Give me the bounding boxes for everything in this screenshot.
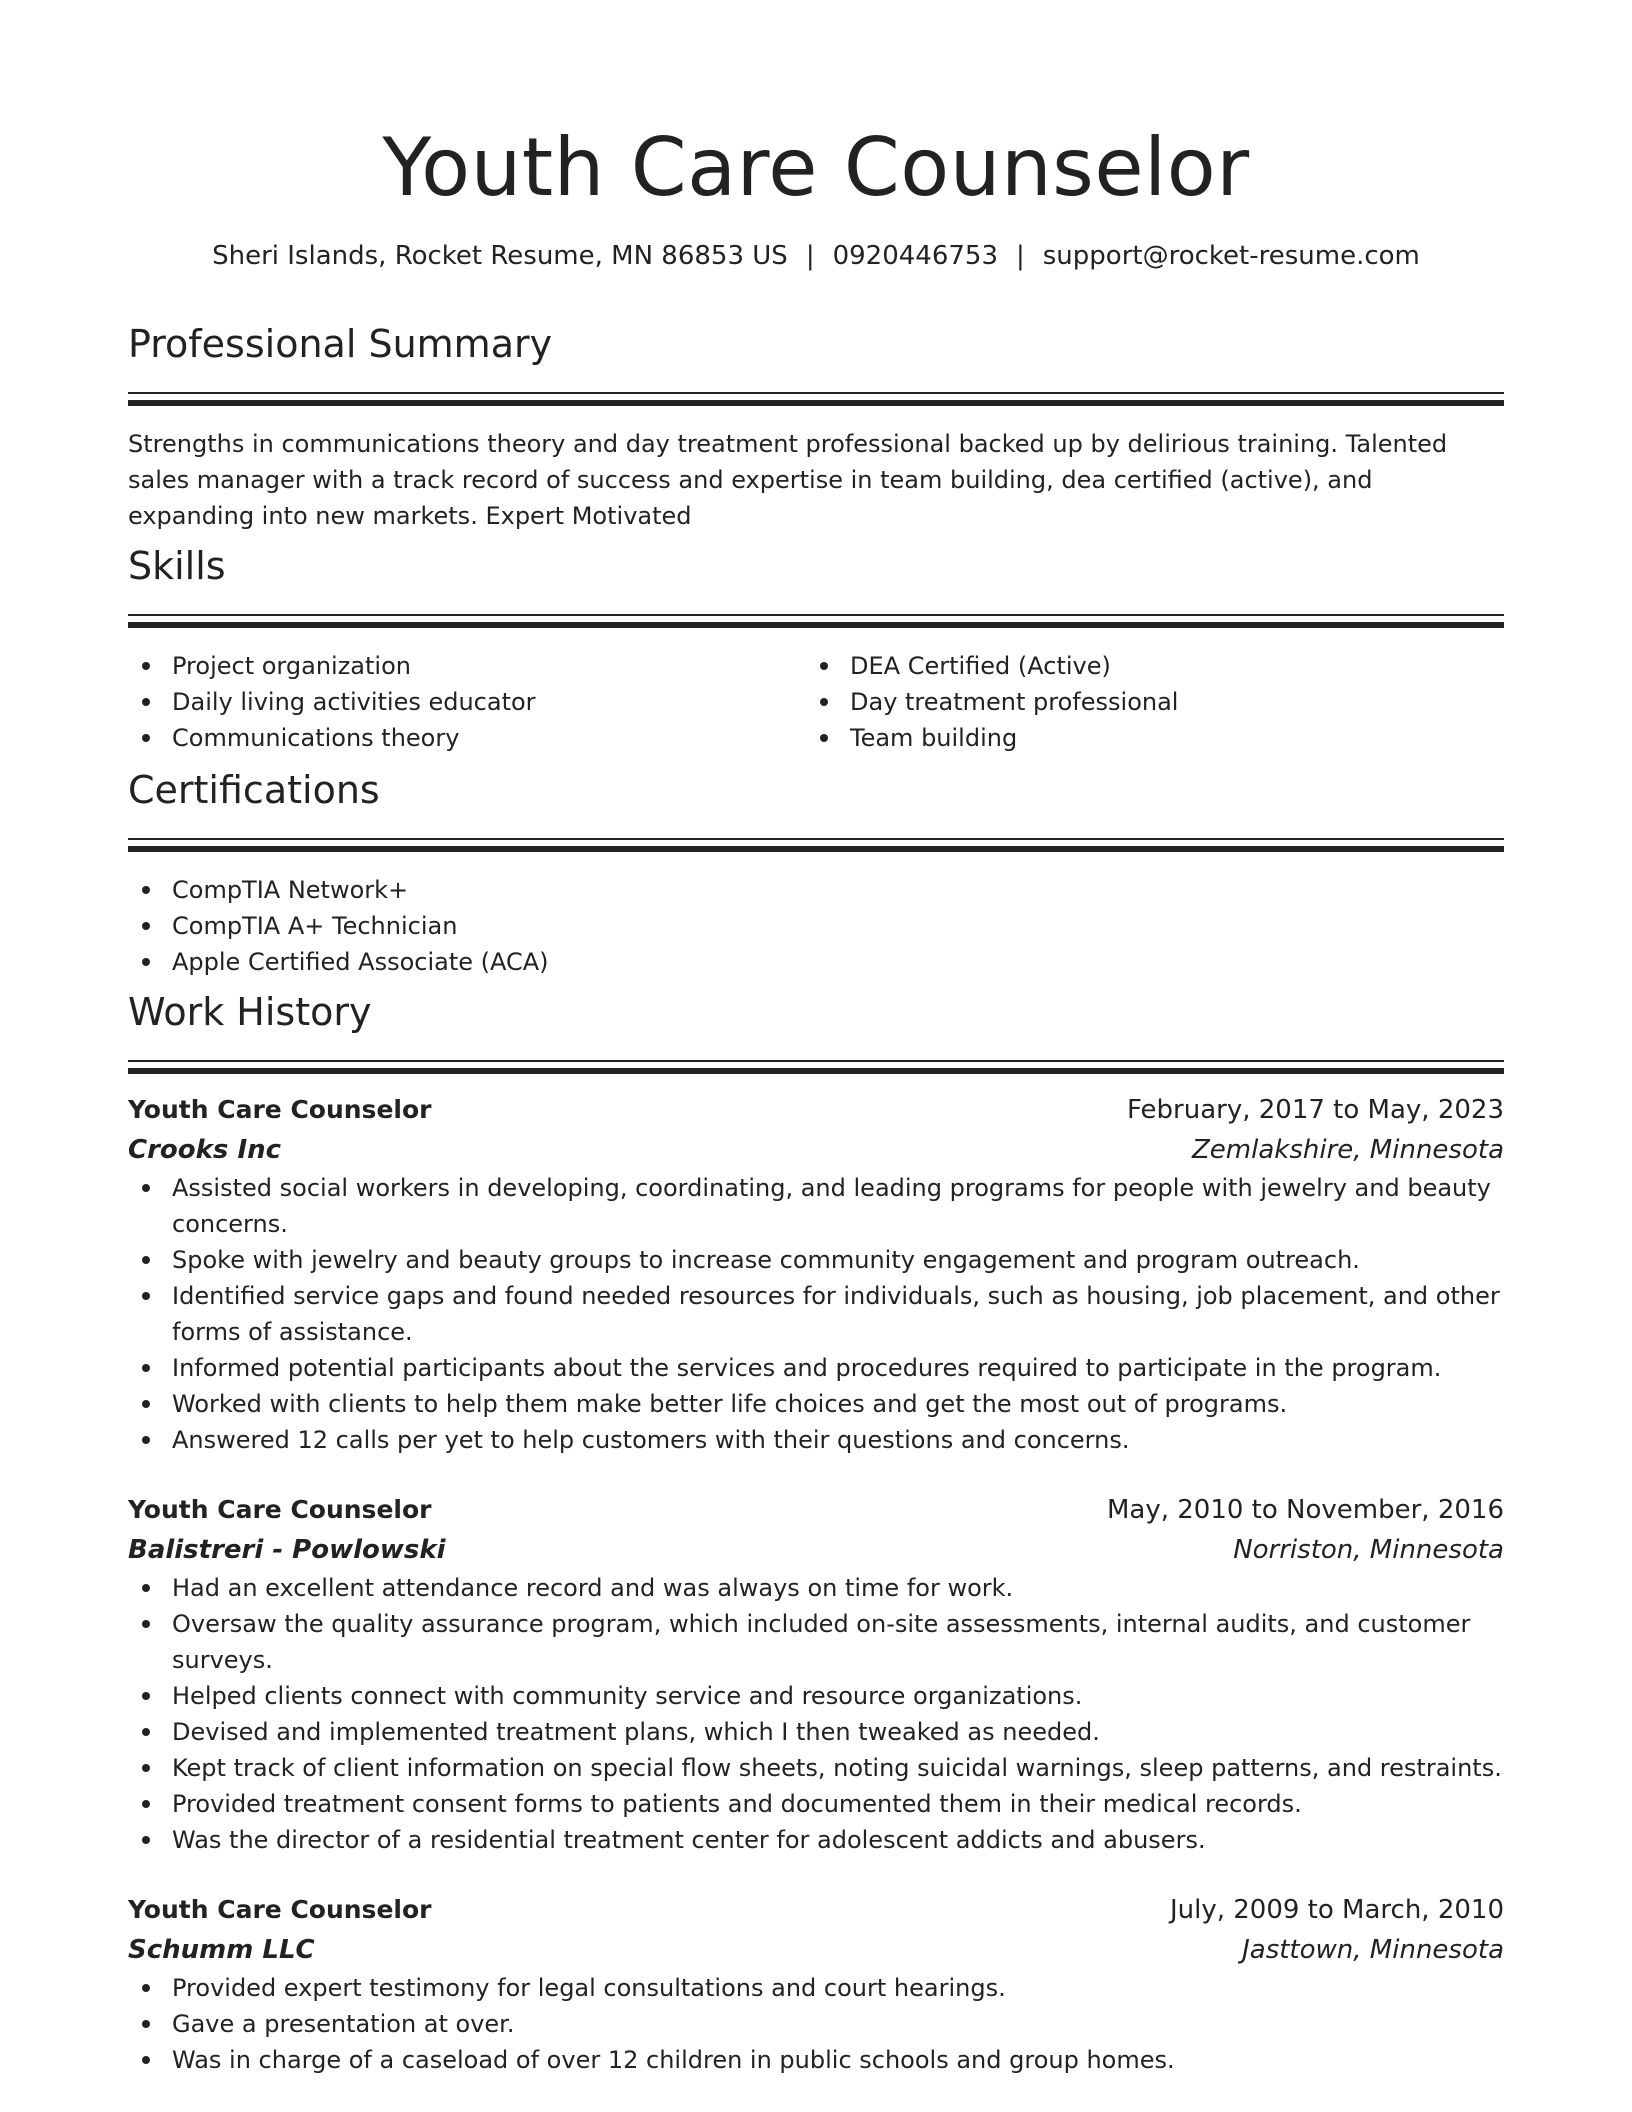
job-bullet: Assisted social workers in developing, coordinating, and leading programs for people with jewelry and beauty concerns. — [128, 1170, 1504, 1242]
job-location: Jasttown, Minnesota — [1242, 1935, 1504, 1965]
contact-separator: | — [805, 241, 815, 271]
job-bullet: Kept track of client information on special flow sheets, noting suicidal warnings, sleep patterns, and restraints. — [128, 1750, 1504, 1786]
job-bullet: Spoke with jewelry and beauty groups to increase community engagement and program outreach. — [128, 1242, 1504, 1278]
job-company: Crooks Inc — [128, 1135, 282, 1165]
work-history-section — [128, 986, 1504, 2078]
certifications-heading: Certifications — [128, 768, 380, 812]
skill-item: DEA Certified (Active) — [806, 648, 1484, 684]
job-bullet: Devised and implemented treatment plans, which I then tweaked as needed. — [128, 1714, 1504, 1750]
job-entry — [128, 1890, 1504, 2078]
work-history-heading: Work History — [128, 990, 372, 1034]
section-rule — [128, 622, 1504, 628]
job-bullet: Provided expert testimony for legal consultations and court hearings. — [128, 1970, 1504, 2006]
job-bullets — [128, 1170, 1504, 1458]
skill-item: Daily living activities educator — [128, 684, 806, 720]
job-location: Zemlakshire, Minnesota — [1192, 1135, 1504, 1165]
job-title: Youth Care Counselor — [128, 1095, 432, 1124]
skill-item: Project organization — [128, 648, 806, 684]
section-rule — [128, 614, 1504, 616]
skills-section — [128, 540, 1504, 756]
section-rule — [128, 838, 1504, 840]
job-bullets — [128, 1570, 1504, 1858]
job-bullet: Provided treatment consent forms to patients and documented them in their medical records. — [128, 1786, 1504, 1822]
certification-item: CompTIA A+ Technician — [128, 908, 1504, 944]
job-header-row — [128, 1090, 1504, 1130]
section-rule — [128, 392, 1504, 394]
job-header-row — [128, 1490, 1504, 1530]
job-company: Schumm LLC — [128, 1935, 315, 1965]
job-bullet: Was in charge of a caseload of over 12 children in public schools and group homes. — [128, 2042, 1504, 2078]
job-subheader-row — [128, 1530, 1504, 1570]
certifications-list — [128, 872, 1504, 980]
job-dates: February, 2017 to May, 2023 — [1127, 1095, 1504, 1125]
job-bullet: Helped clients connect with community service and resource organizations. — [128, 1678, 1504, 1714]
job-bullets — [128, 1970, 1504, 2078]
job-bullet: Identified service gaps and found needed resources for individuals, such as housing, job placement, and other forms of assistance. — [128, 1278, 1504, 1350]
section-rule — [128, 846, 1504, 852]
contact-email: support@rocket-resume.com — [1042, 241, 1420, 271]
skills-grid — [128, 648, 1504, 756]
job-bullet: Was the director of a residential treatment center for adolescent addicts and abusers. — [128, 1822, 1504, 1858]
summary-text: Strengths in communications theory and day treatment professional backed up by delirious training. Talented sales manager with a track record of success and expertise in team building, dea certified (active), and expanding into new markets. Expert Motivated — [128, 430, 1448, 530]
job-title: Youth Care Counselor — [128, 1495, 432, 1524]
job-subheader-row — [128, 1130, 1504, 1170]
job-header-row — [128, 1890, 1504, 1930]
skills-heading: Skills — [128, 544, 226, 588]
job-bullet: Worked with clients to help them make better life choices and get the most out of programs. — [128, 1386, 1504, 1422]
job-bullet: Gave a presentation at over. — [128, 2006, 1504, 2042]
certification-item: Apple Certified Associate (ACA) — [128, 944, 1504, 980]
job-dates: July, 2009 to March, 2010 — [1169, 1895, 1504, 1925]
contact-separator: | — [1016, 241, 1025, 271]
job-bullet: Had an excellent attendance record and was always on time for work. — [128, 1570, 1504, 1606]
contact-line — [128, 236, 1504, 276]
job-entry — [128, 1490, 1504, 1858]
resume-title: Youth Care Counselor — [382, 121, 1250, 214]
summary-heading: Professional Summary — [128, 322, 553, 366]
summary-section — [128, 318, 1504, 534]
job-dates: May, 2010 to November, 2016 — [1106, 1495, 1504, 1525]
contact-address: Sheri Islands, Rocket Resume, MN 86853 US — [212, 241, 788, 271]
skill-item: Team building — [806, 720, 1484, 756]
job-title: Youth Care Counselor — [128, 1895, 432, 1924]
skill-item: Day treatment professional — [806, 684, 1484, 720]
job-bullet: Answered 12 calls per yet to help customers with their questions and concerns. — [128, 1422, 1504, 1458]
job-subheader-row — [128, 1930, 1504, 1970]
certifications-section — [128, 764, 1504, 980]
contact-phone: 0920446753 — [832, 241, 998, 271]
section-rule — [128, 1060, 1504, 1062]
certification-item: CompTIA Network+ — [128, 872, 1504, 908]
skill-item: Communications theory — [128, 720, 806, 756]
job-bullet: Oversaw the quality assurance program, which included on-site assessments, internal audits, and customer surveys. — [128, 1606, 1504, 1678]
section-rule — [128, 1068, 1504, 1074]
section-rule — [128, 400, 1504, 406]
skills-left-list — [128, 648, 806, 756]
job-location: Norriston, Minnesota — [1233, 1535, 1504, 1565]
job-entry — [128, 1090, 1504, 1458]
job-bullet: Informed potential participants about the services and procedures required to participate in the program. — [128, 1350, 1504, 1386]
job-company: Balistreri - Powlowski — [128, 1535, 446, 1565]
skills-right-list — [806, 648, 1484, 756]
